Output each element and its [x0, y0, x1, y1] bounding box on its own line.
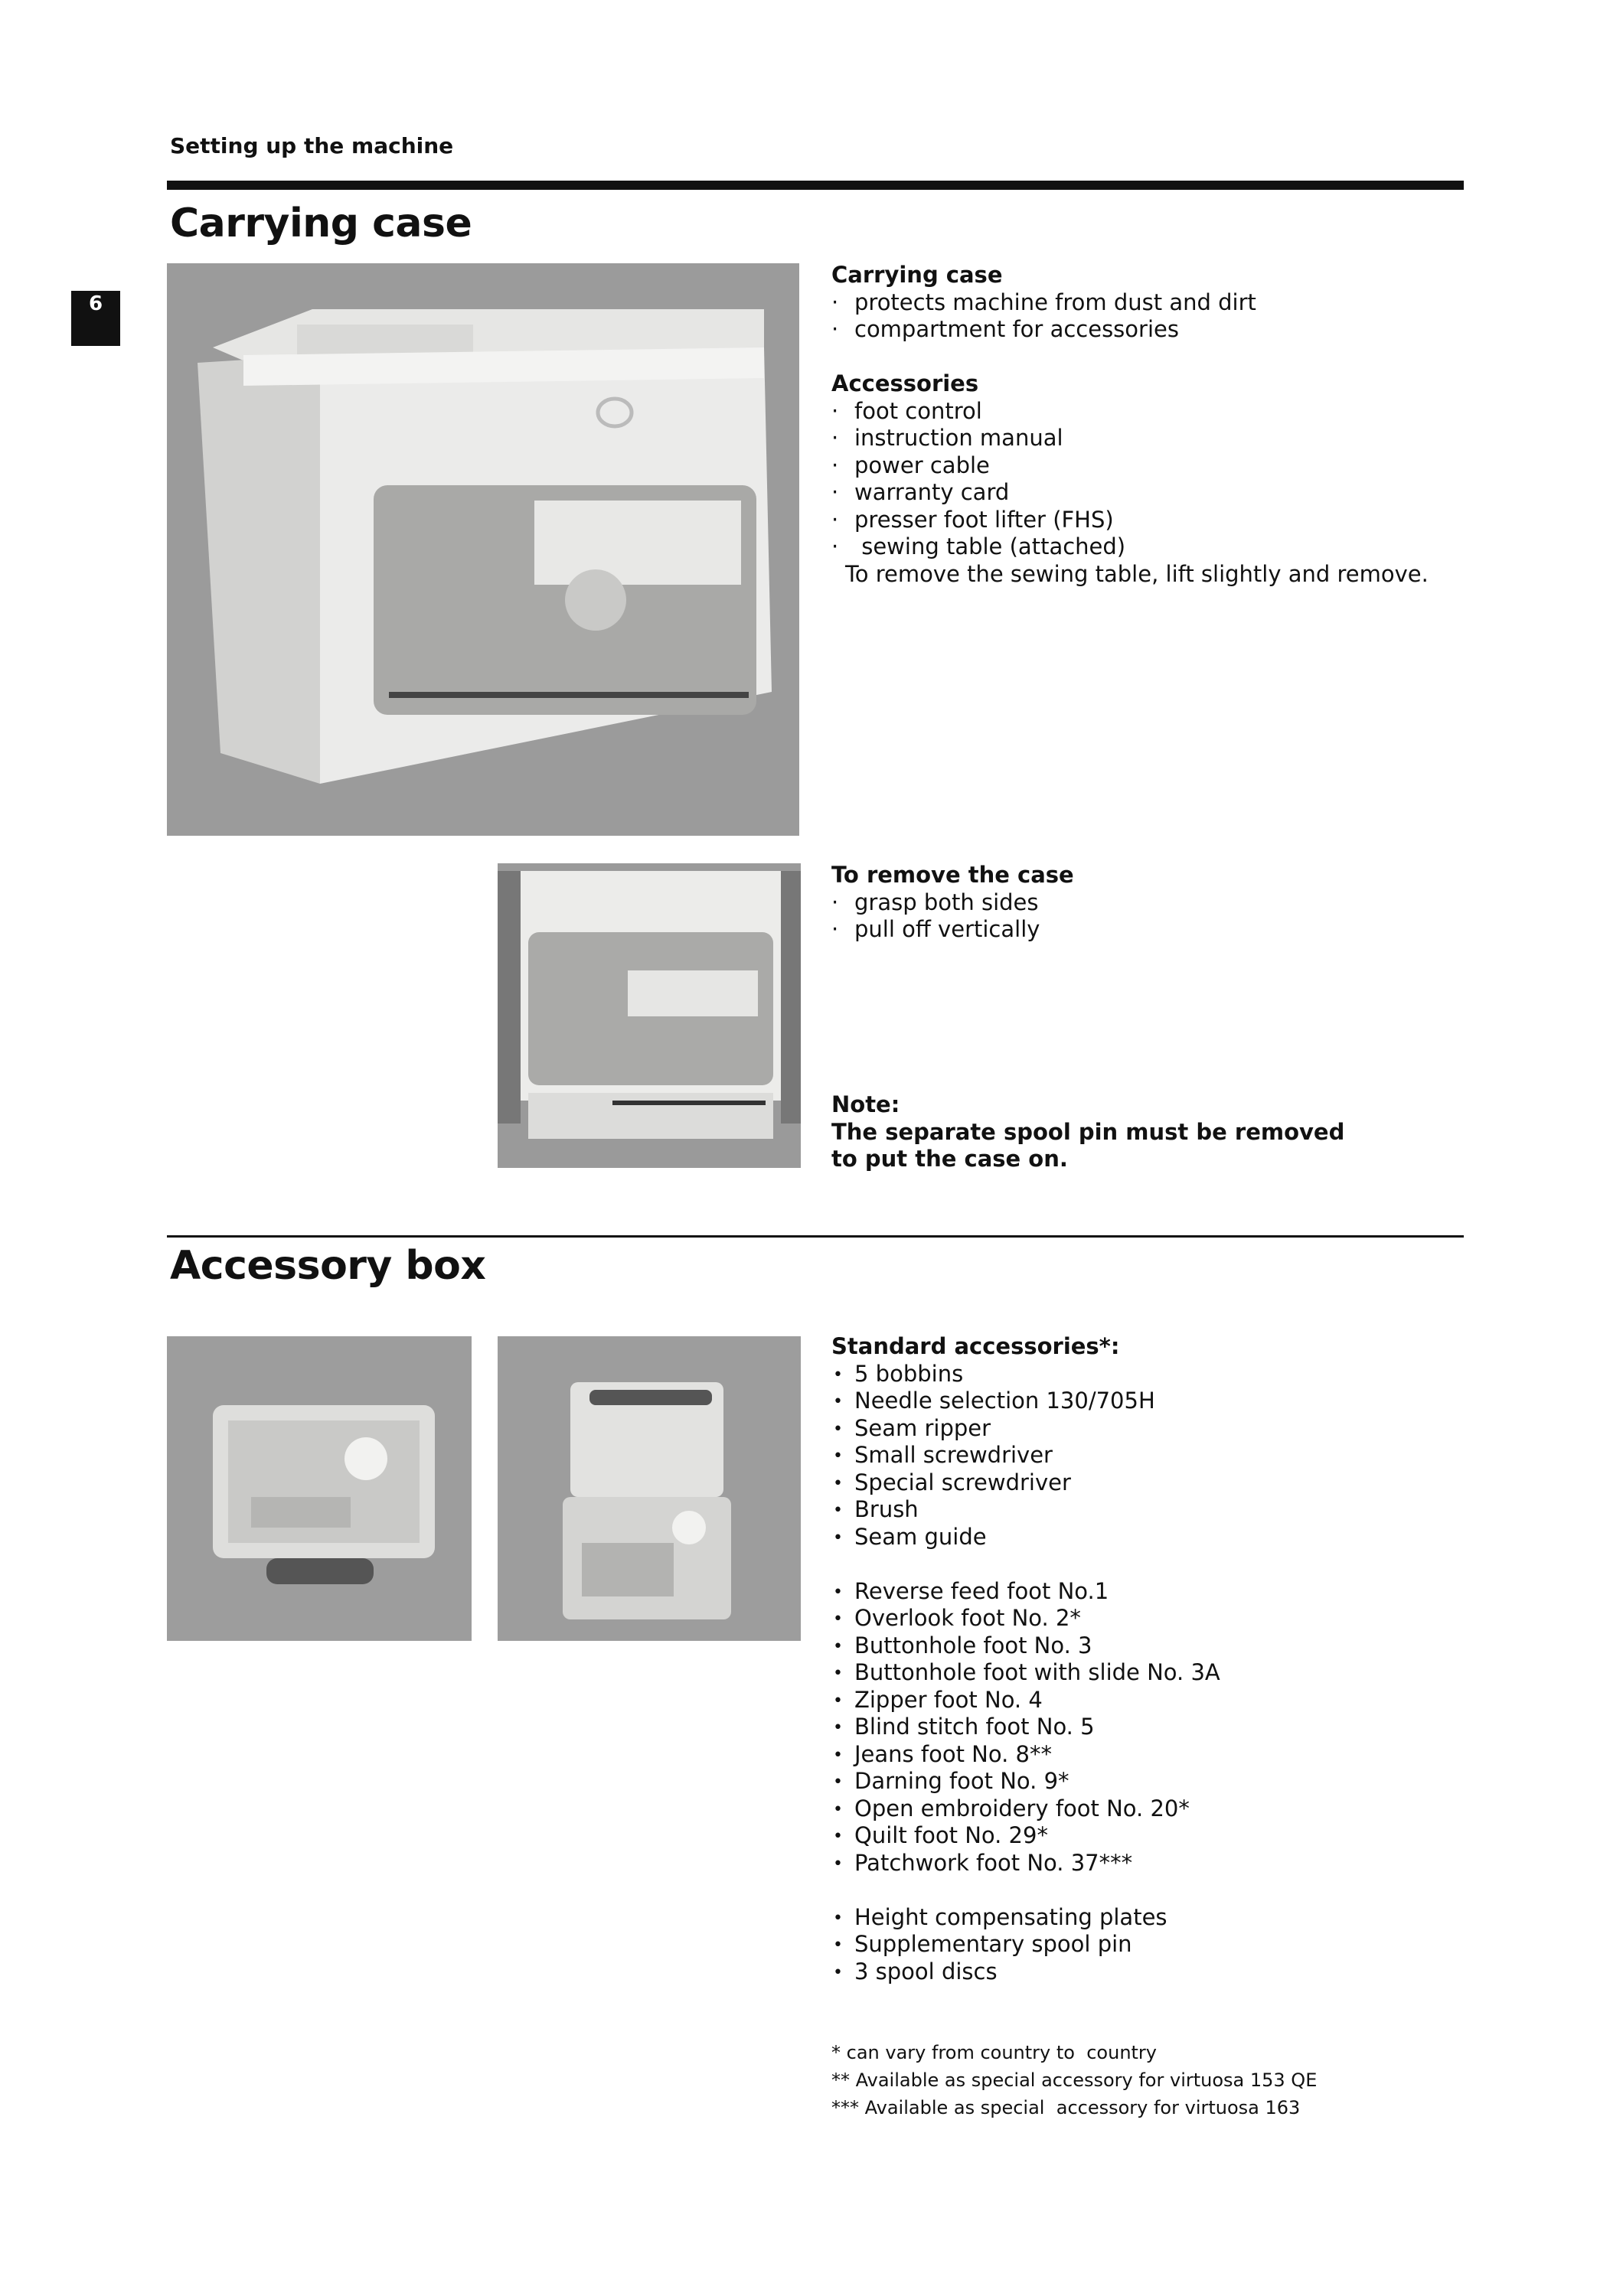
list-item: · power cable: [831, 452, 1459, 480]
list-item: · sewing table (attached): [831, 533, 1459, 561]
carrying-case-photo: [167, 263, 799, 836]
list-item: • Quilt foot No. 29*: [831, 1822, 1459, 1850]
list-item: • Open embroidery foot No. 20*: [831, 1795, 1459, 1823]
list-item: • Blind stitch foot No. 5: [831, 1714, 1459, 1741]
list-item: • Small screwdriver: [831, 1442, 1459, 1469]
footnote: ** Available as special accessory for virtuosa 153 QE: [831, 2069, 1318, 2091]
list-item: · protects machine from dust and dirt: [831, 289, 1459, 317]
list-item: • Zipper foot No. 4: [831, 1687, 1459, 1714]
list-item: • Jeans foot No. 8**: [831, 1741, 1459, 1769]
page-number-tab: [71, 291, 120, 346]
note-block: [831, 1091, 1459, 1173]
list-item: • Reverse feed foot No.1: [831, 1578, 1459, 1606]
accessory-list-feet: [831, 1578, 1459, 1877]
note-line: The separate spool pin must be removed: [831, 1118, 1345, 1145]
footnotes: [831, 2039, 1459, 2122]
list-item: • Overlook foot No. 2*: [831, 1605, 1459, 1632]
list-item: · warranty card: [831, 479, 1459, 507]
list-item: · grasp both sides: [831, 889, 1459, 917]
list-item: • Needle selection 130/705H: [831, 1388, 1459, 1415]
list-item: · compartment for accessories: [831, 316, 1459, 344]
list-item: • 5 bobbins: [831, 1361, 1459, 1388]
list-item: • Buttonhole foot No. 3: [831, 1632, 1459, 1660]
list-item: • Special screwdriver: [831, 1469, 1459, 1497]
list-item: · foot control: [831, 398, 1459, 426]
list-item: • Seam ripper: [831, 1415, 1459, 1443]
section-divider: [167, 1235, 1464, 1238]
list-item: · pull off vertically: [831, 916, 1459, 944]
remove-case-info: [831, 862, 1459, 944]
list-item: • Supplementary spool pin: [831, 1931, 1459, 1958]
accessory-box-closed-photo: [167, 1336, 472, 1641]
accessory-list-misc: [831, 1904, 1459, 1986]
list-item: • Buttonhole foot with slide No. 3A: [831, 1659, 1459, 1687]
footnote: * can vary from country to country: [831, 2042, 1158, 2063]
footnote: *** Available as special accessory for virtuosa 163: [831, 2097, 1301, 2118]
carrying-case-info: [831, 262, 1459, 588]
list-item: • Darning foot No. 9*: [831, 1768, 1459, 1795]
page-number: 6: [88, 292, 103, 315]
carrying-case-heading: Carrying case: [831, 262, 1003, 288]
accessory-box-open-photo: [498, 1336, 801, 1641]
list-item: • Patchwork foot No. 37***: [831, 1850, 1459, 1877]
sewing-table-instruction: To remove the sewing table, lift slightly and remove.: [845, 560, 1429, 587]
note-line: to put the case on.: [831, 1146, 1068, 1172]
running-title: Setting up the machine: [170, 133, 454, 158]
list-item: • Height compensating plates: [831, 1904, 1459, 1932]
remove-case-photo: [498, 863, 801, 1168]
list-item: • Brush: [831, 1496, 1459, 1524]
standard-accessories-info: [831, 1333, 1459, 1985]
section-title-accessory-box: Accessory box: [170, 1243, 486, 1289]
header-rule: [167, 181, 1464, 190]
section-title-carrying-case: Carrying case: [170, 201, 472, 246]
list-item: · presser foot lifter (FHS): [831, 507, 1459, 534]
list-item: · instruction manual: [831, 425, 1459, 452]
list-item: • Seam guide: [831, 1524, 1459, 1551]
remove-case-heading: To remove the case: [831, 862, 1074, 888]
accessories-heading: Accessories: [831, 370, 979, 396]
standard-accessories-heading: Standard accessories*:: [831, 1333, 1120, 1359]
note-heading: Note:: [831, 1091, 900, 1117]
accessory-list-basic: [831, 1361, 1459, 1551]
list-item: • 3 spool discs: [831, 1958, 1459, 1986]
